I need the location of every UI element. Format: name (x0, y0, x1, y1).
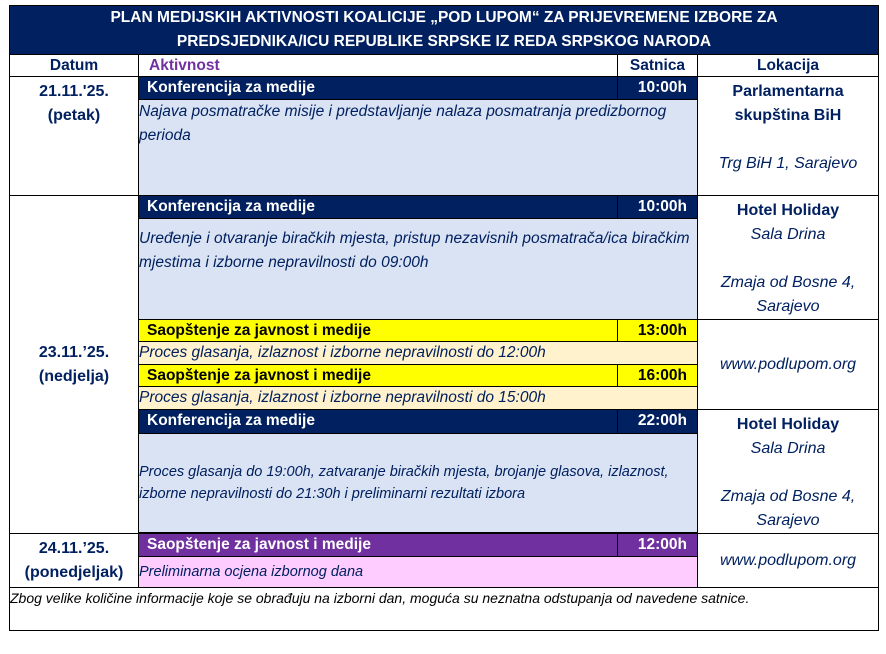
day2-location2-url[interactable]: www.podlupom.org (719, 355, 857, 373)
day2-event3-time: 16:00h (618, 365, 698, 387)
day2-weekday: (nedjelja) (38, 367, 110, 385)
day2-event1-description: Uređenje i otvaranje biračkih mjesta, pristup nezavisnih posmatrača/ica biračkim mjestima i izborne nepravilnosti do 09:00h (139, 219, 698, 320)
day2-location1-address2: Sarajevo (756, 298, 820, 315)
day2-location2 (698, 320, 879, 410)
day1-date: 21.11.'25. (39, 83, 109, 100)
day2-location3-address1: Zmaja od Bosne 4, (720, 488, 856, 505)
day2-location3 (698, 410, 879, 534)
day3-date-cell (10, 534, 139, 588)
day2-event2-time: 13:00h (618, 320, 698, 342)
day3-weekday: (ponedjeljak) (24, 564, 124, 581)
day1-location-name: Parlamentarna skupština BiH (732, 83, 844, 124)
day1-event-description: Najava posmatračke misije i predstavljanje nalaza posmatranja predizbornog perioda (139, 100, 698, 196)
day1-location (698, 77, 879, 196)
day2-location3-address2: Sarajevo (756, 512, 820, 529)
day2-location3-hall: Sala Drina (750, 440, 826, 457)
day3-location (698, 534, 879, 588)
day1-event-time: 10:00h (618, 77, 698, 100)
day3-date: 24.11.’25. (38, 540, 110, 557)
header-date: Datum (10, 55, 139, 77)
day1-date-cell (10, 77, 139, 196)
day3-event-label: Saopštenje za javnost i medije (139, 534, 618, 557)
day3-location-url[interactable]: www.podlupom.org (719, 551, 857, 569)
day2-event3-description: Proces glasanja, izlaznost i izborne nepravilnosti do 15:00h (139, 387, 698, 410)
day2-location1-hall: Sala Drina (750, 226, 826, 243)
day2-date: 23.11.’25. (38, 343, 110, 361)
day2-location1-address1: Zmaja od Bosne 4, (720, 274, 856, 291)
header-time: Satnica (618, 55, 698, 77)
day2-location3-name: Hotel Holiday (736, 416, 840, 433)
day2-event4-label: Konferencija za medije (139, 410, 618, 434)
media-plan-table (9, 5, 879, 631)
plan-title-line1: PLAN MEDIJSKIH AKTIVNOSTI KOALICIJE „POD LUPOM“ ZA PRIJEVREMENE IZBORE ZA (110, 9, 778, 26)
day3-event-time: 12:00h (618, 534, 698, 557)
plan-title-line2: PREDSJEDNIKA/ICU REPUBLIKE SRPSKE IZ REDA SRPSKOG NARODA (176, 33, 712, 50)
day2-location1-name: Hotel Holiday (736, 202, 840, 219)
day3-event-description: Preliminarna ocjena izbornog dana (139, 557, 698, 588)
footnote: Zbog velike količine informacije koje se obrađuju na izborni dan, moguća su neznatna odstupanja od navedene satnice. (10, 588, 879, 631)
day2-event4-description: Proces glasanja do 19:00h, zatvaranje biračkih mjesta, brojanje glasova, izlaznost, izborne nepravilnosti do 21:30h i preliminarni rezultati izbora (139, 433, 698, 532)
header-location: Lokacija (698, 55, 879, 77)
plan-title (10, 6, 879, 55)
day2-date-cell (10, 196, 139, 534)
day2-event2-description: Proces glasanja, izlaznost i izborne nepravilnosti do 12:00h (139, 342, 698, 365)
day2-event1-label: Konferencija za medije (139, 196, 618, 219)
day1-weekday: (petak) (47, 107, 101, 124)
day2-event3-label: Saopštenje za javnost i medije (139, 365, 618, 387)
day2-event1-time: 10:00h (618, 196, 698, 219)
day1-location-address: Trg BiH 1, Sarajevo (718, 155, 858, 172)
day2-event2-label: Saopštenje za javnost i medije (139, 320, 618, 342)
day2-event4-time: 22:00h (618, 410, 698, 434)
day2-location1 (698, 196, 879, 320)
header-activity: Aktivnost (139, 55, 618, 77)
day1-event-label: Konferencija za medije (139, 77, 618, 100)
